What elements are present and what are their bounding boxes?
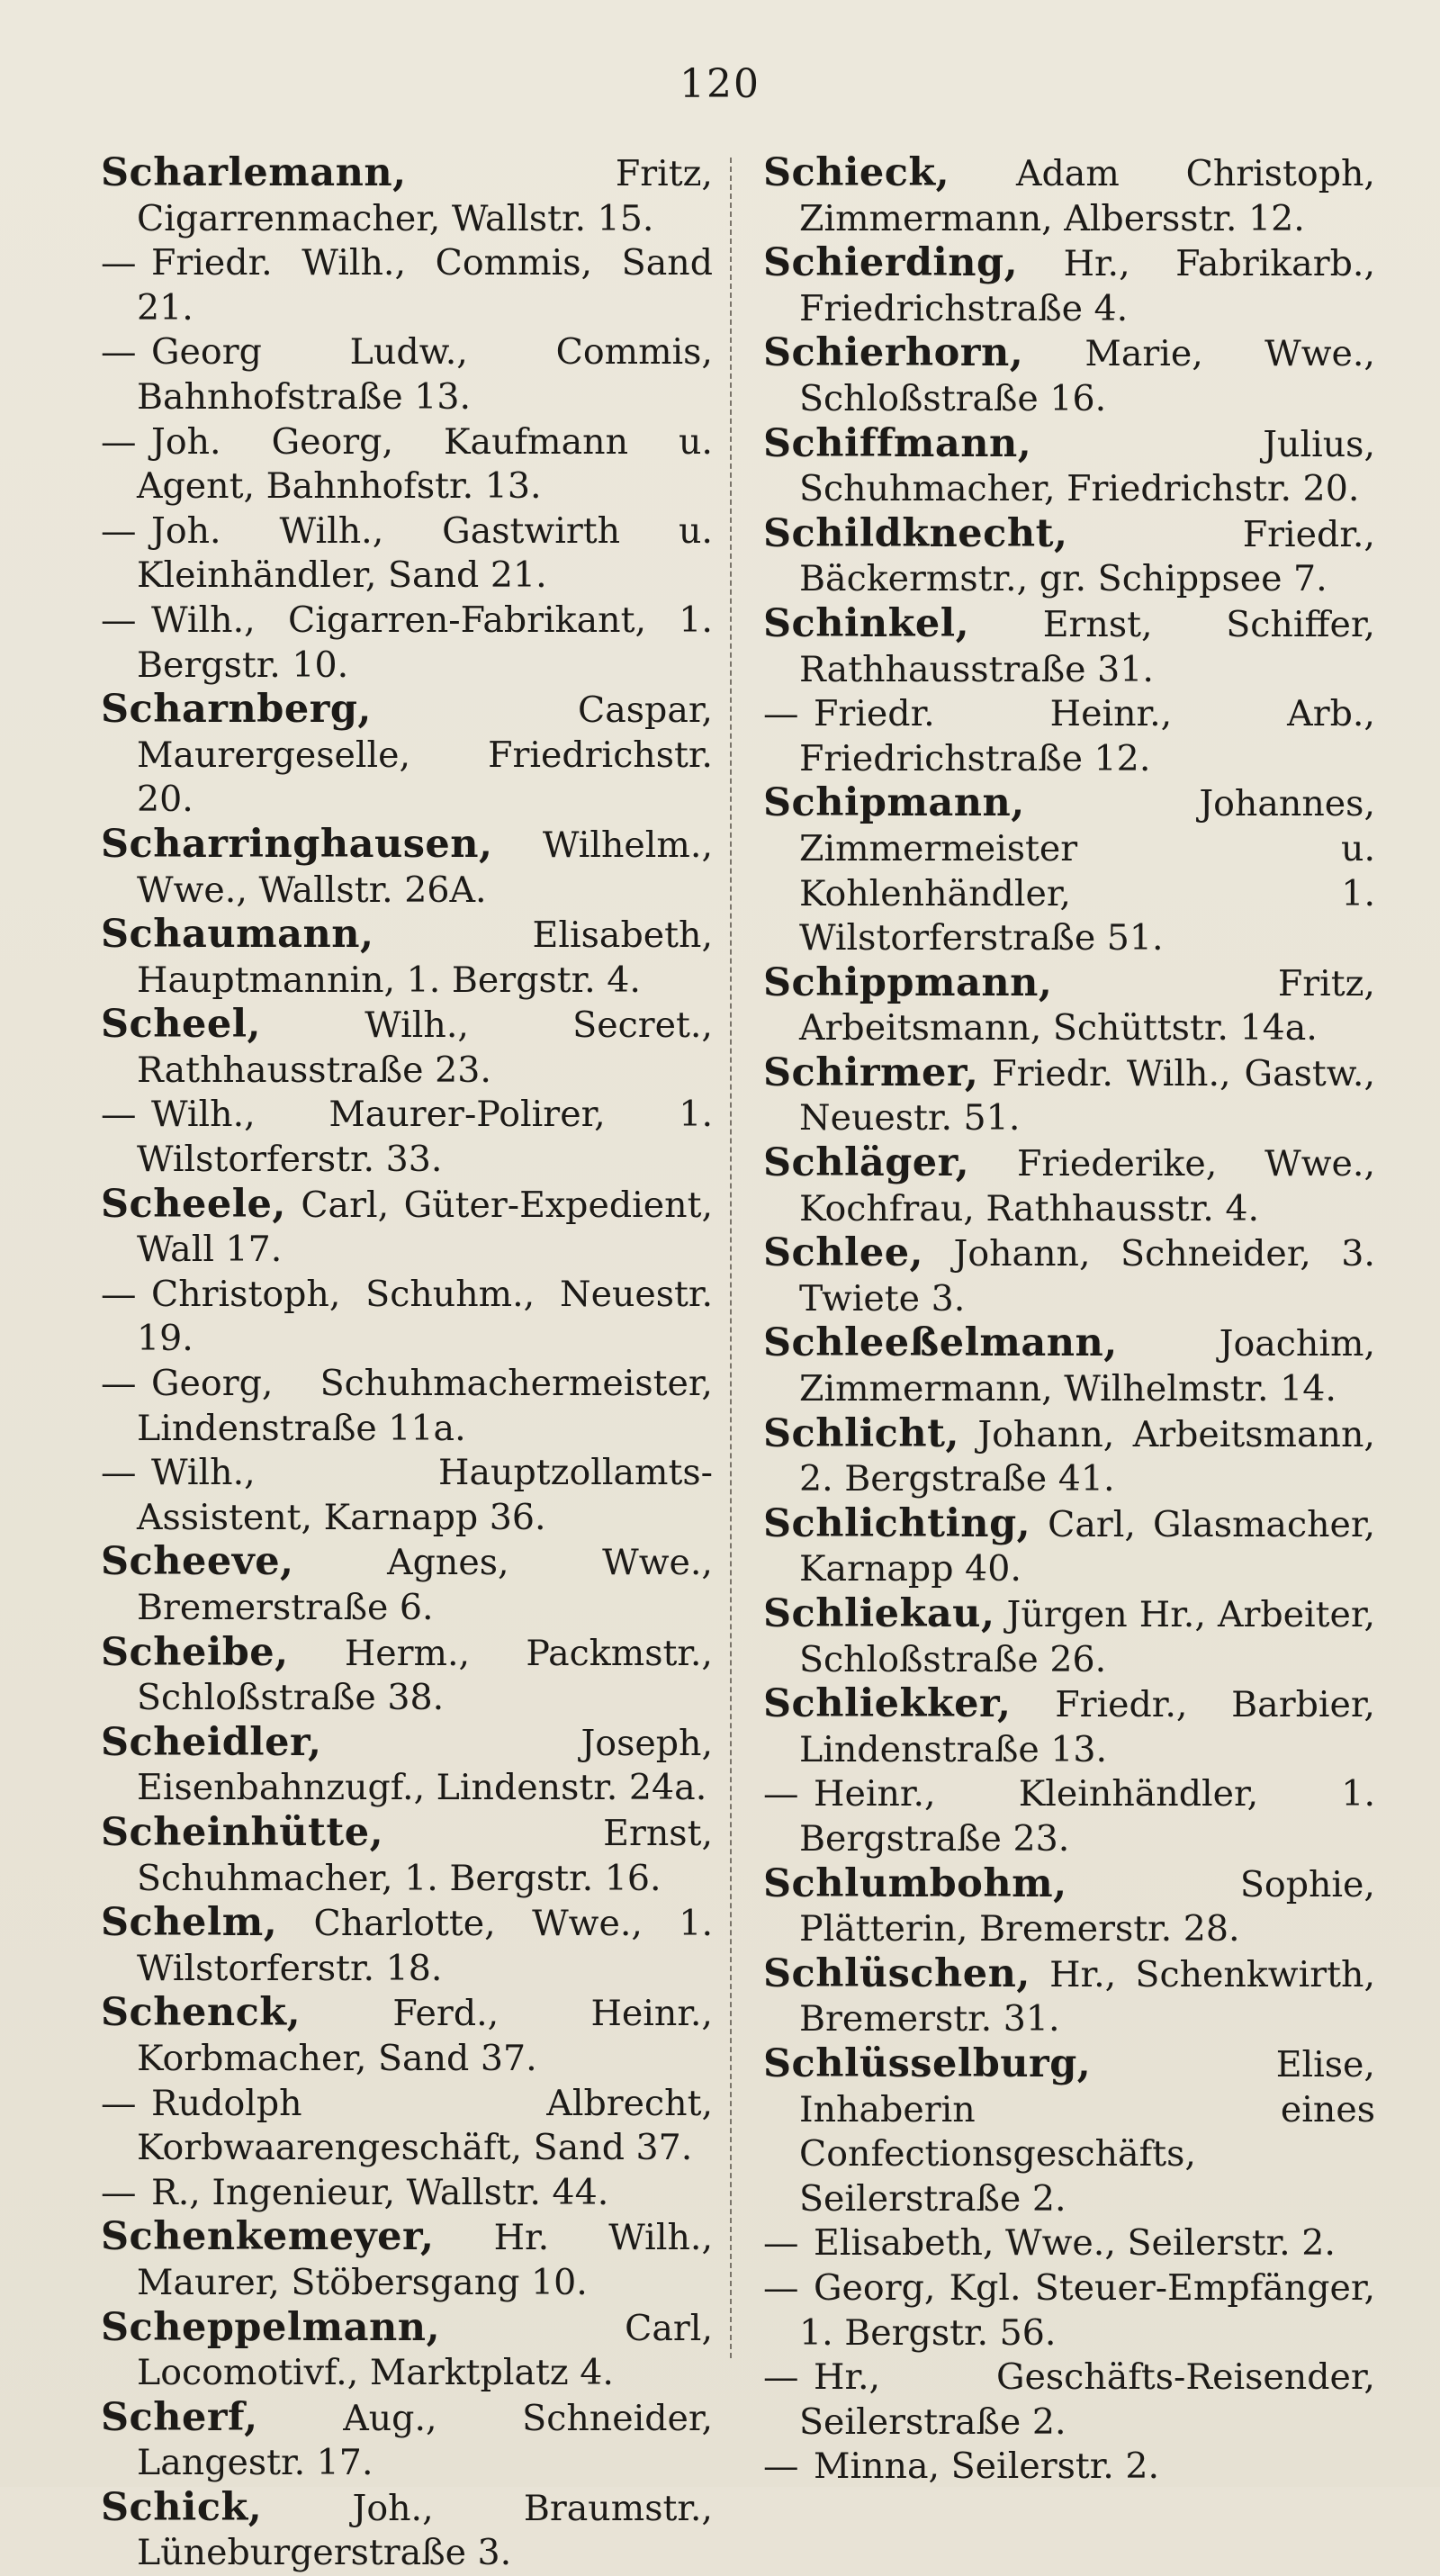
entry-surname: Scheibe,	[101, 1629, 289, 1675]
entry-details: Adam Christoph, Zimmermann, Albersstr. 12.	[799, 153, 1375, 239]
entry-surname: Schlüsselburg,	[763, 2040, 1092, 2086]
entry-details: Wilhelm., Wwe., Wallstr. 26A.	[137, 824, 713, 911]
directory-entry	[763, 1051, 1375, 1141]
left-column	[101, 151, 713, 2576]
entry-details: Carl, Glasmacher, Karnapp 40.	[799, 1503, 1376, 1590]
directory-entry	[101, 2171, 713, 2216]
entry-details: Heinr., Kleinhändler, 1. Bergstraße 23.	[799, 1773, 1375, 1860]
page-number: 120	[680, 61, 760, 107]
directory-entry	[763, 2355, 1375, 2445]
entry-details: Joh. Wilh., Gastwirth u. Kleinhändler, Sand 21.	[137, 509, 713, 597]
entry-details: Georg, Kgl. Steuer-Empfänger, 1. Bergstr. 56.	[799, 2266, 1375, 2354]
entry-details: Hr., Schenkwirth, Bremerstr. 31.	[799, 1953, 1375, 2040]
entry-details: Charlotte, Wwe., 1. Wilstorferstr. 18.	[137, 1903, 713, 1989]
directory-entry	[101, 1362, 713, 1451]
directory-entry	[763, 692, 1375, 781]
entry-surname: Scheeve,	[101, 1539, 294, 1585]
directory-entry	[101, 913, 713, 1003]
entry-details: Friedr., Barbier, Lindenstraße 13.	[799, 1684, 1375, 1770]
directory-entry	[101, 509, 713, 599]
continuation-dash: —	[101, 599, 137, 641]
directory-entry	[101, 1991, 713, 2081]
directory-entry	[763, 331, 1375, 421]
entry-surname: Schaumann,	[101, 912, 374, 958]
entry-details: Wilh., Hauptzollamts-Assistent, Karnapp 36.	[137, 1452, 713, 1538]
entry-details: Friedr. Heinr., Arb., Friedrichstraße 12.	[799, 693, 1375, 779]
continuation-dash: —	[763, 693, 799, 735]
entry-details: Carl, Locomotivf., Marktplatz 4.	[137, 2307, 713, 2394]
continuation-dash: —	[101, 1094, 137, 1136]
entry-surname: Schelm,	[101, 1900, 278, 1946]
entry-surname: Schleeßelmann,	[763, 1320, 1118, 1366]
entry-surname: Schliekau,	[763, 1591, 995, 1636]
directory-entry	[101, 420, 713, 509]
entry-surname: Schlee,	[763, 1230, 924, 1276]
directory-entry	[101, 241, 713, 330]
entry-surname: Scharlemann,	[101, 150, 407, 195]
directory-entry	[101, 2396, 713, 2486]
directory-entry	[763, 512, 1375, 602]
entry-surname: Scharnberg,	[101, 687, 372, 733]
entry-details: Fritz, Arbeitsmann, Schüttstr. 14a.	[799, 962, 1375, 1049]
directory-entry	[763, 151, 1375, 241]
entry-details: Friedr. Wilh., Gastw., Neuestr. 51.	[799, 1052, 1375, 1139]
directory-entry	[763, 2221, 1375, 2266]
entry-surname: Schierding,	[763, 240, 1019, 286]
directory-entry	[101, 1183, 713, 1273]
entry-surname: Schieck,	[763, 150, 950, 195]
directory-entry	[763, 1862, 1375, 1952]
entry-details: Agnes, Wwe., Bremerstraße 6.	[137, 1542, 713, 1628]
entry-surname: Scharringhausen,	[101, 821, 493, 867]
entry-details: Marie, Wwe., Schloßstraße 16.	[799, 333, 1375, 419]
entry-details: Joh. Georg, Kaufmann u. Agent, Bahnhofstr. 13.	[137, 420, 713, 508]
entry-surname: Schick,	[101, 2484, 263, 2530]
directory-entry	[101, 2306, 713, 2396]
directory-entry	[763, 1412, 1375, 1502]
entry-details: Hr., Fabrikarb., Friedrichstraße 4.	[799, 243, 1375, 329]
right-column	[763, 151, 1375, 2490]
entry-surname: Schenck,	[101, 1990, 302, 2036]
entry-details: Elisabeth, Hauptmannin, 1. Bergstr. 4.	[137, 914, 713, 1001]
directory-entry	[101, 1540, 713, 1630]
entry-surname: Scheele,	[101, 1181, 286, 1227]
continuation-dash: —	[101, 420, 137, 463]
directory-entry	[763, 781, 1375, 960]
entry-surname: Schiffmann,	[763, 420, 1032, 466]
directory-entry	[763, 2445, 1375, 2490]
directory-entry	[101, 330, 713, 419]
directory-entry	[101, 1721, 713, 1811]
directory-entry	[763, 2042, 1375, 2221]
directory-entry	[763, 241, 1375, 331]
entry-details: Joh., Braumstr., Lüneburgerstraße 3.	[137, 2487, 713, 2574]
directory-entry	[101, 1093, 713, 1182]
entry-details: Elise, Inhaberin eines Confectionsgeschäfts, Seilerstraße 2.	[799, 2043, 1375, 2220]
continuation-dash: —	[763, 2356, 799, 2399]
directory-entry	[763, 1502, 1375, 1592]
entry-surname: Schierhorn,	[763, 330, 1024, 376]
entry-details: Christoph, Schuhm., Neuestr. 19.	[137, 1273, 713, 1360]
directory-entry	[101, 1901, 713, 1991]
entry-details: Carl, Güter-Expedient, Wall 17.	[137, 1184, 714, 1271]
entry-details: Hr. Wilh., Maurer, Stöbersgang 10.	[137, 2217, 714, 2303]
entry-details: Johann, Schneider, 3. Twiete 3.	[799, 1233, 1375, 1320]
entry-details: Wilh., Secret., Rathhausstraße 23.	[137, 1004, 713, 1091]
continuation-dash: —	[101, 509, 137, 552]
entry-details: Wilh., Maurer-Polirer, 1. Wilstorferstr. 33.	[137, 1094, 713, 1181]
directory-entry	[101, 1273, 713, 1362]
entry-details: Elisabeth, Wwe., Seilerstr. 2.	[814, 2222, 1336, 2265]
directory-entry	[763, 1592, 1375, 1682]
directory-entry	[763, 1952, 1375, 2042]
entry-details: Johannes, Zimmermeister u. Kohlenhändler, 1. Wilstorferstraße 51.	[799, 783, 1375, 959]
directory-entry	[101, 1003, 713, 1093]
entry-details: Friedr., Bäckermstr., gr. Schippsee 7.	[799, 513, 1375, 600]
entry-surname: Scheppelmann,	[101, 2304, 441, 2350]
continuation-dash: —	[101, 1273, 137, 1315]
directory-entry	[101, 688, 713, 823]
directory-entry	[101, 599, 713, 688]
entry-details: Friederike, Wwe., Kochfrau, Rathhausstr. 4.	[799, 1143, 1376, 1229]
entry-details: Julius, Schuhmacher, Friedrichstr. 20.	[799, 423, 1375, 510]
entry-details: Hr., Geschäfts-Reisender, Seilerstraße 2.	[799, 2356, 1375, 2443]
directory-entry	[763, 1231, 1375, 1321]
entry-surname: Schenkemeyer,	[101, 2214, 435, 2260]
continuation-dash: —	[101, 2171, 137, 2213]
directory-entry	[101, 2215, 713, 2305]
directory-entry	[101, 1811, 713, 1901]
entry-details: Ernst, Schiffer, Rathhausstraße 31.	[799, 603, 1375, 690]
entry-details: Georg Ludw., Commis, Bahnhofstraße 13.	[137, 331, 713, 418]
entry-surname: Schläger,	[763, 1140, 970, 1186]
continuation-dash: —	[763, 1773, 799, 1815]
directory-entry	[763, 961, 1375, 1051]
directory-entry	[101, 2082, 713, 2171]
entry-surname: Schlichting,	[763, 1500, 1031, 1546]
entry-details: Johann, Arbeitsmann, 2. Bergstraße 41.	[799, 1413, 1375, 1500]
entry-details: Jürgen Hr., Arbeiter, Schloßstraße 26.	[799, 1594, 1375, 1680]
entry-surname: Scheidler,	[101, 1719, 322, 1765]
directory-entry	[763, 1321, 1375, 1411]
continuation-dash: —	[101, 1452, 137, 1494]
directory-entry	[763, 1682, 1375, 1772]
entry-details: Minna, Seilerstr. 2.	[814, 2445, 1160, 2488]
entry-details: Caspar, Maurergeselle, Friedrichstr. 20.	[137, 689, 713, 821]
entry-details: Georg, Schuhmachermeister, Lindenstraße 11a.	[137, 1363, 713, 1449]
entry-surname: Schlüschen,	[763, 1950, 1030, 1996]
directory-entry	[763, 1772, 1375, 1861]
entry-surname: Schliekker,	[763, 1681, 1012, 1727]
entry-surname: Scherf,	[101, 2394, 258, 2440]
entry-details: Joachim, Zimmermann, Wilhelmstr. 14.	[799, 1323, 1375, 1410]
directory-entry	[763, 1141, 1375, 1231]
entry-details: Sophie, Plätterin, Bremerstr. 28.	[799, 1863, 1375, 1950]
directory-entry	[101, 151, 713, 241]
entry-details: Wilh., Cigarren-Fabrikant, 1. Bergstr. 10.	[137, 599, 713, 686]
entry-details: Joseph, Eisenbahnzugf., Lindenstr. 24a.	[137, 1722, 713, 1809]
column-divider	[730, 158, 732, 2358]
continuation-dash: —	[763, 2266, 799, 2309]
continuation-dash: —	[101, 2082, 137, 2124]
continuation-dash: —	[101, 242, 137, 284]
directory-entry	[101, 1631, 713, 1721]
entry-details: Herm., Packmstr., Schloßstraße 38.	[137, 1632, 713, 1719]
entry-surname: Schirmer,	[763, 1049, 979, 1095]
entry-surname: Scheel,	[101, 1002, 262, 1048]
entry-surname: Schildknecht,	[763, 510, 1068, 556]
directory-entry	[101, 2486, 713, 2576]
continuation-dash: —	[101, 1363, 137, 1405]
entry-details: Fritz, Cigarrenmacher, Wallstr. 15.	[137, 153, 713, 239]
entry-details: Ernst, Schuhmacher, 1. Bergstr. 16.	[137, 1812, 713, 1899]
continuation-dash: —	[763, 2222, 799, 2265]
entry-details: Aug., Schneider, Langestr. 17.	[137, 2397, 714, 2484]
entry-surname: Scheinhütte,	[101, 1809, 384, 1855]
entry-details: Rudolph Albrecht, Korbwaarengeschäft, Sand 37.	[137, 2082, 713, 2169]
entry-surname: Schinkel,	[763, 600, 970, 646]
entry-details: Friedr. Wilh., Commis, Sand 21.	[137, 242, 713, 329]
directory-entry	[101, 823, 713, 913]
entry-details: Ferd., Heinr., Korbmacher, Sand 37.	[137, 1993, 713, 2079]
continuation-dash: —	[763, 2445, 799, 2488]
entry-surname: Schlicht,	[763, 1410, 959, 1456]
directory-entry	[763, 602, 1375, 692]
entry-surname: Schipmann,	[763, 780, 1025, 826]
continuation-dash: —	[101, 331, 137, 374]
entry-details: R., Ingenieur, Wallstr. 44.	[151, 2171, 609, 2213]
directory-entry	[763, 422, 1375, 512]
directory-entry	[763, 2266, 1375, 2355]
directory-entry	[101, 1451, 713, 1540]
entry-surname: Schlumbohm,	[763, 1860, 1067, 1906]
entry-surname: Schippmann,	[763, 959, 1053, 1005]
